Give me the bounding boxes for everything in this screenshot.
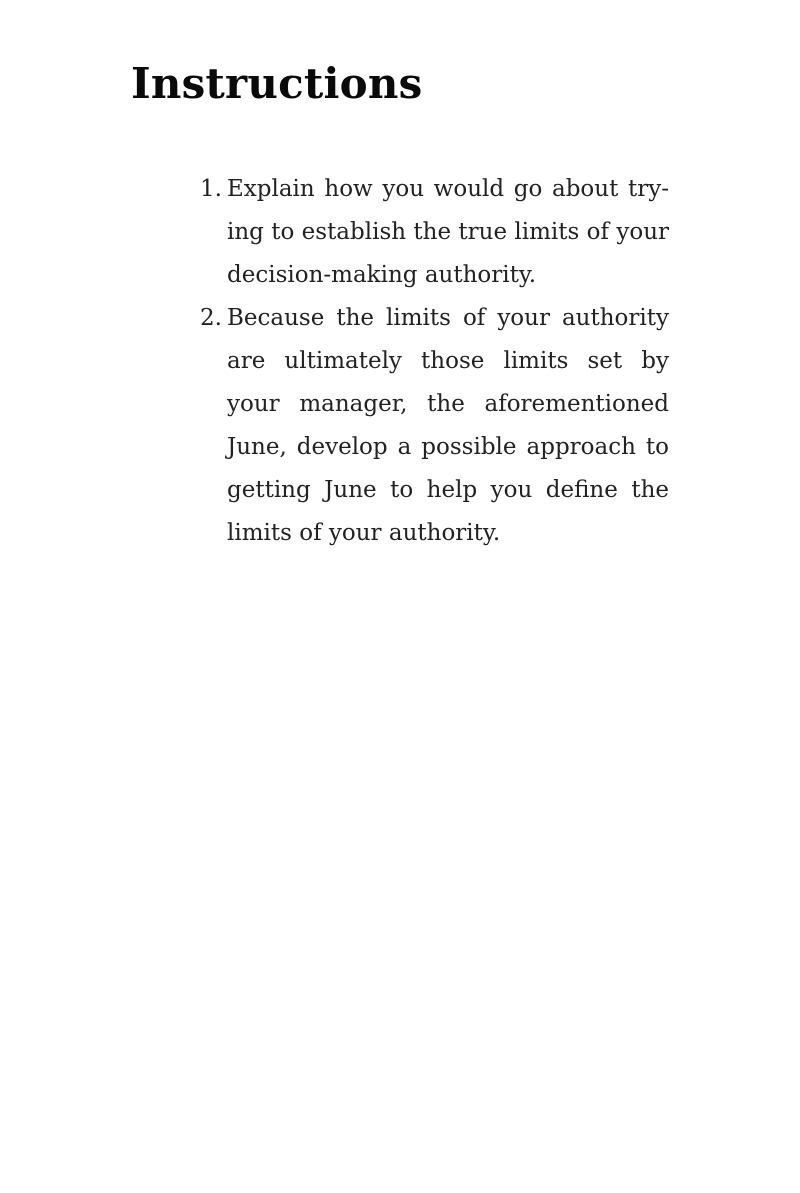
page-title: Instructions <box>131 59 423 108</box>
instructions-list <box>200 168 669 555</box>
list-item <box>200 297 669 555</box>
list-item-number: 2. <box>200 305 222 331</box>
list-item <box>200 168 669 297</box>
list-item-text: Because the limits of your authority are ultimately those limits set by your manager, the aforementioned June, develop a possible approach to getting June to help you define the limits of your authority. <box>227 305 669 546</box>
list-item-number: 1. <box>200 176 222 202</box>
list-item-text: Explain how you would go about trying to establish the true limits of your decision-making authority. <box>227 176 669 288</box>
